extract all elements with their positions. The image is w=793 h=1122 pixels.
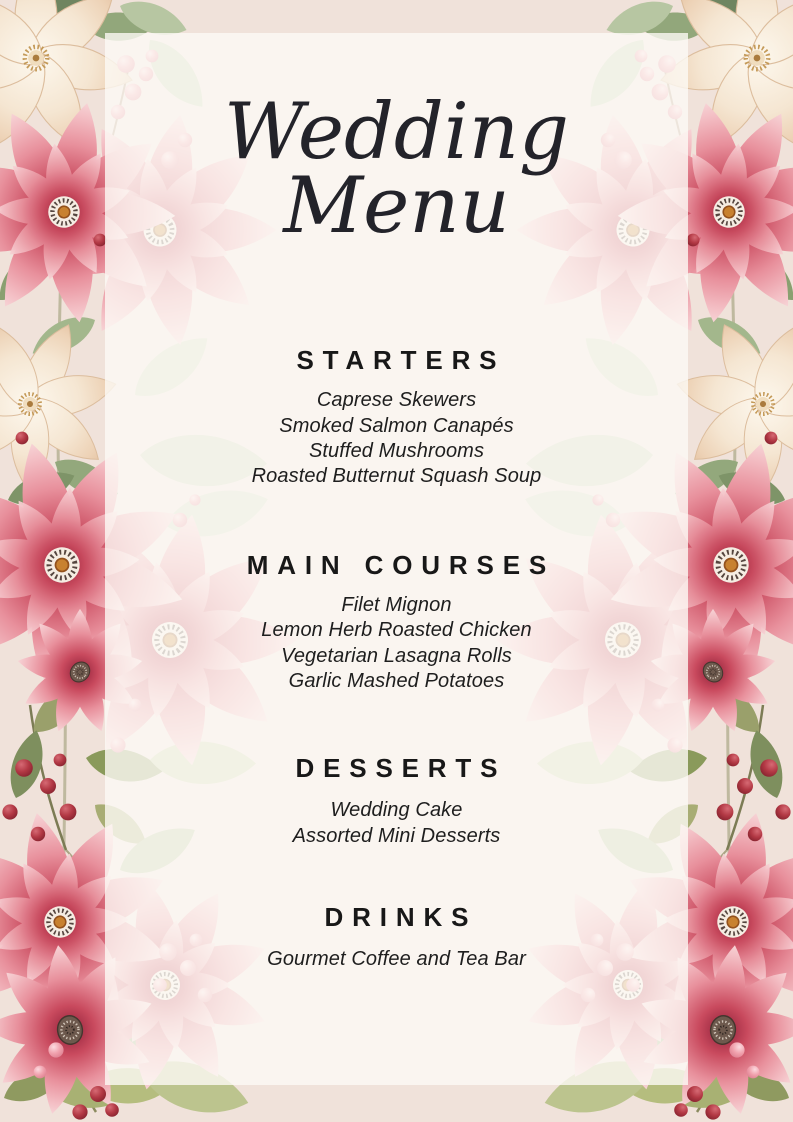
section-starters bbox=[105, 347, 688, 490]
starters-items bbox=[105, 388, 688, 490]
menu-title bbox=[105, 87, 688, 252]
section-desserts bbox=[105, 755, 688, 849]
section-heading-starters: STARTERS bbox=[296, 345, 506, 376]
desserts-items bbox=[105, 798, 688, 849]
menu-title-line1: Wedding bbox=[224, 87, 569, 177]
section-heading-desserts: DESSERTS bbox=[295, 753, 507, 784]
menu-title-line2: Menu bbox=[283, 161, 510, 252]
menu-item: Lemon Herb Roasted Chicken bbox=[261, 619, 532, 642]
menu-item: Assorted Mini Desserts bbox=[292, 824, 501, 847]
section-drinks bbox=[105, 904, 688, 972]
menu-item: Garlic Mashed Potatoes bbox=[288, 670, 505, 693]
menu-item: Smoked Salmon Canapés bbox=[279, 414, 514, 437]
menu-item: Vegetarian Lasagna Rolls bbox=[281, 644, 512, 667]
menu-panel bbox=[105, 33, 688, 1085]
menu-item: Stuffed Mushrooms bbox=[308, 440, 485, 462]
menu-item: Filet Mignon bbox=[341, 593, 452, 616]
menu-item: Roasted Butternut Squash Soup bbox=[251, 465, 542, 488]
main-courses-items bbox=[105, 593, 688, 695]
menu-item: Gourmet Coffee and Tea Bar bbox=[267, 948, 526, 971]
section-heading-main-courses: MAIN COURSES bbox=[246, 549, 556, 580]
section-heading-drinks: DRINKS bbox=[324, 902, 478, 933]
menu-item: Caprese Skewers bbox=[316, 389, 477, 412]
section-main-courses bbox=[105, 549, 688, 695]
menu-item: Wedding Cake bbox=[330, 799, 463, 822]
drinks-items bbox=[105, 947, 688, 972]
